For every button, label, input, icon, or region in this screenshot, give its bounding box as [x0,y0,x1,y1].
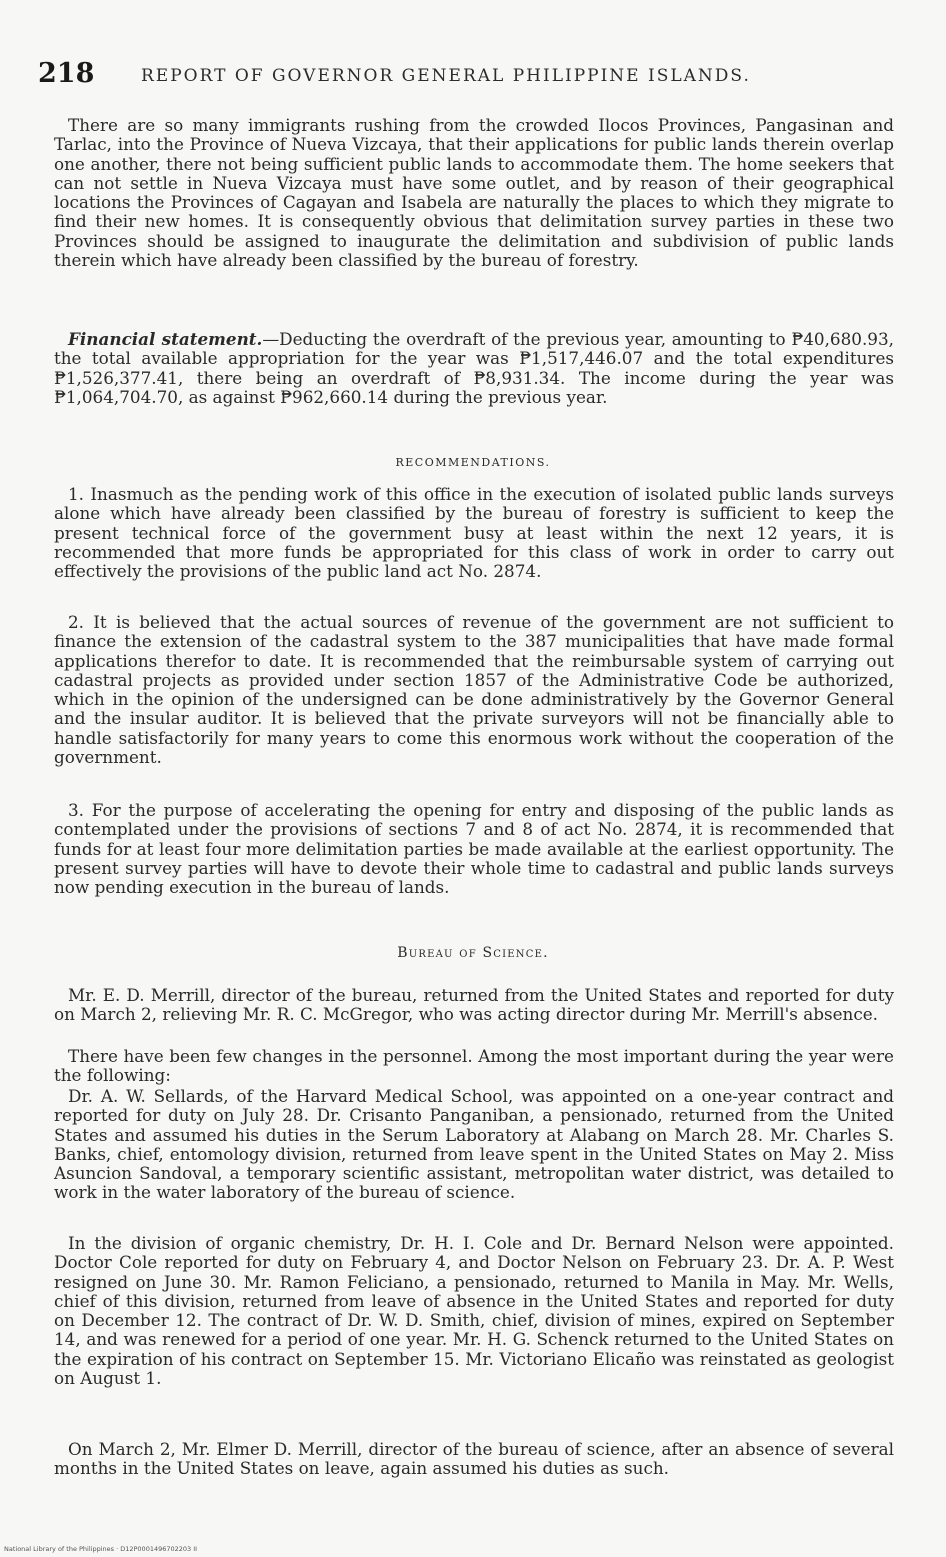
bureau-of-science-heading: Bureau of Science. [397,945,549,961]
financial-statement-text: —Deducting the overdraft of the previous year, amounting to ₱40,680.93, the total available appropriation for the year was ₱1,517,446.07 and the total expenditures ₱1,526,377.41, there being an overdraft of ₱8,931.34. The income during the year was ₱1,064,704.70, as against ₱962,660.14 during the previous year. [54,329,894,407]
page-number: 218 [38,58,95,89]
recommendations-heading: RECOMMENDATIONS. [395,456,551,469]
recommendation-3: 3. For the purpose of accelerating the opening for entry and disposing of the public lands as contemplated under the provisions of sections 7 and 8 of act No. 2874, it is recommended that funds for at least four more delimitation parties be made available at the earliest opportunity. The present survey parties will have to devote their whole time to cadastral and public lands surveys now pending execution in the bureau of lands. [54,800,894,898]
recommendation-2: 2. It is believed that the actual sources of revenue of the government are not sufficient to finance the extension of the cadastral system to the 387 municipalities that have made formal applications therefor to date. It is recommended that the reimbursable system of carrying out cadastral projects as provided under section 1857 of the Administrative Code be authorized, which in the opinion of the undersigned can be done administratively by the Governor General and the insular auditor. It is believed that the private surveyors will not be financially able to handle satisfactorily for many years to come this enormous work without the cooperation of the government. [54,612,894,768]
running-title: REPORT OF GOVERNOR GENERAL PHILIPPINE ISLANDS. [141,66,751,86]
scan-credit: National Library of the Philippines · D12P0001496702203 II [4,1545,198,1553]
financial-statement-lead: Financial statement. [68,329,263,349]
paragraph-financial-statement [54,330,894,407]
paragraph-personnel-changes: There have been few changes in the personnel. Among the most important during the year were the following: [54,1046,894,1086]
recommendation-1: 1. Inasmuch as the pending work of this office in the execution of isolated public lands surveys alone which have already been classified by the bureau of forestry is sufficient to keep the present technical force of the government busy at least within the next 12 years, it is recommended that more funds be appropriated for this class of work in order to carry out effectively the provisions of the public land act No. 2874. [54,484,894,582]
paragraph-merrill-return: Mr. E. D. Merrill, director of the bureau, returned from the United States and reported for duty on March 2, relieving Mr. R. C. McGregor, who was acting director during Mr. Merrill's absence. [54,985,894,1025]
paragraph-merrill-resumes: On March 2, Mr. Elmer D. Merrill, director of the bureau of science, after an absence of several months in the United States on leave, again assumed his duties as such. [54,1439,894,1479]
paragraph-organic-chemistry: In the division of organic chemistry, Dr. H. I. Cole and Dr. Bernard Nelson were appointed. Doctor Cole reported for duty on February 4, and Doctor Nelson on February 23. Dr. A. P. West resigned on June 30. Mr. Ramon Feliciano, a pensionado, returned to Manila in May. Mr. Wells, chief of this division, returned from leave of absence in the United States and reported for duty on December 12. The contract of Dr. W. D. Smith, chief, division of mines, expired on September 14, and was renewed for a period of one year. Mr. H. G. Schenck returned to the United States on the expiration of his contract on September 15. Mr. Victoriano Elicaño was reinstated as geologist on August 1. [54,1233,894,1389]
paragraph-immigration: There are so many immigrants rushing from the crowded Ilocos Provinces, Pangasinan and Tarlac, into the Province of Nueva Vizcaya, that their applications for public lands therein overlap one another, there not being sufficient public lands to accommodate them. The home seekers that can not settle in Nueva Vizcaya must have some outlet, and by reason of their geographical locations the Provinces of Cagayan and Isabela are naturally the places to which they migrate to find their new homes. It is consequently obvious that delimitation survey parties in these two Provinces should be assigned to inaugurate the delimitation and subdivision of public lands therein which have already been classified by the bureau of forestry. [54,115,894,271]
page-header [38,58,898,92]
paragraph-appointments: Dr. A. W. Sellards, of the Harvard Medical School, was appointed on a one-year contract and reported for duty on July 28. Dr. Crisanto Panganiban, a pensionado, returned from the United States and assumed his duties in the Serum Laboratory at Alabang on March 28. Mr. Charles S. Banks, chief, entomology division, returned from leave spent in the United States on May 2. Miss Asuncion Sandoval, a temporary scientific assistant, metropolitan water district, was detailed to work in the water laboratory of the bureau of science. [54,1086,894,1203]
